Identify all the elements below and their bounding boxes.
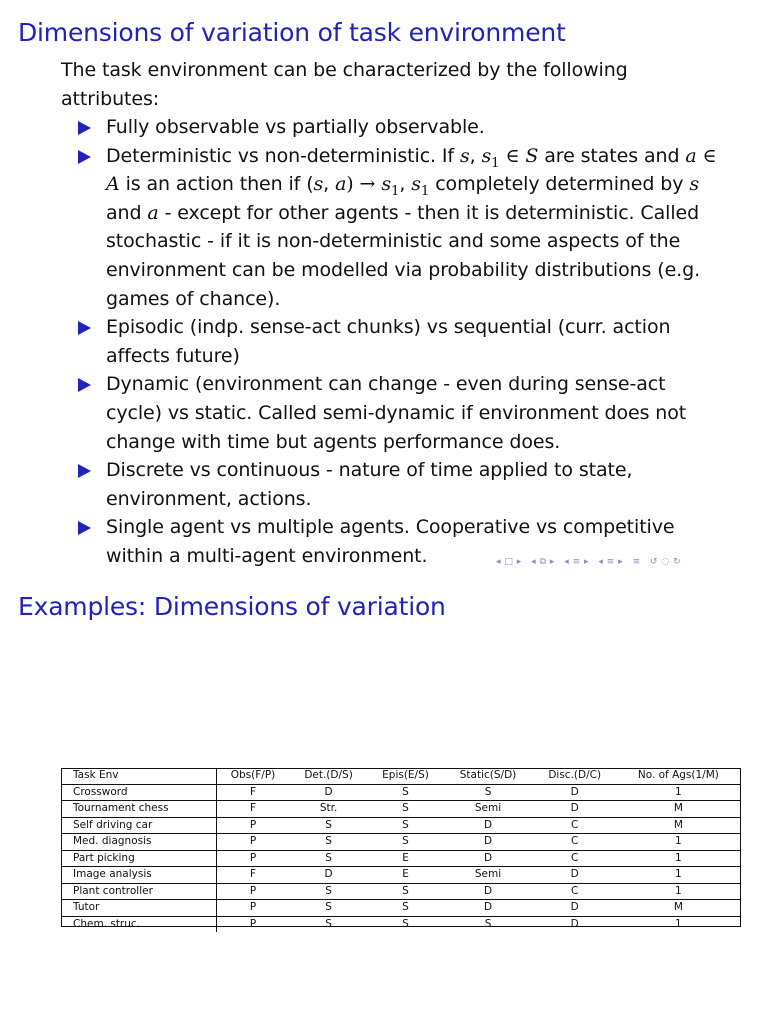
table-row (61, 883, 740, 900)
table-cell: S (368, 834, 444, 851)
bullet-determinism (78, 142, 718, 314)
column-header: Obs(F/P) (216, 768, 289, 784)
table-cell: S (443, 784, 532, 801)
math-subscript: 1 (390, 183, 400, 199)
table-cell: C (533, 850, 617, 867)
table-cell: P (216, 850, 289, 867)
bullet-text: Deterministic vs non-deterministic. If (106, 144, 460, 167)
table-cell: D (443, 817, 532, 834)
nav-align-icon[interactable]: ≡ (632, 557, 641, 567)
beamer-navigation-bar (496, 557, 760, 567)
table-cell: Semi (443, 867, 532, 884)
bullet-observability (78, 113, 718, 142)
bullet-triangle-icon (78, 521, 91, 535)
table-row (61, 784, 740, 801)
table-cell: P (216, 817, 289, 834)
table-cell: S (368, 801, 444, 818)
slide-title: Examples: Dimensions of variation (18, 592, 446, 621)
nav-search-icon[interactable]: ↺ ◌ ↻ (650, 557, 682, 567)
column-header: Det.(D/S) (289, 768, 367, 784)
bullet-dynamic (78, 370, 718, 456)
bullet-text: is an action then if ( (119, 173, 314, 196)
row-label-cell: Crossword (61, 784, 216, 801)
table-cell: 1 (617, 784, 740, 801)
nav-section-icon[interactable]: ◂ ≡ ▸ (564, 557, 590, 567)
table-row (61, 850, 740, 867)
slide-title: Dimensions of variation of task environment (18, 18, 566, 47)
bullet-text: Discrete vs continuous - nature of time applied to state, environment, actions. (106, 459, 633, 510)
nav-frame-icon[interactable]: ◂ ⧉ ▸ (531, 557, 555, 567)
math-symbol: ∈ (499, 144, 526, 167)
table-cell: S (289, 817, 367, 834)
column-header: No. of Ags(1/M) (617, 768, 740, 784)
table-cell: 1 (617, 883, 740, 900)
row-label-cell: Tournament chess (61, 801, 216, 818)
math-var: a (685, 144, 697, 167)
table-cell: D (533, 784, 617, 801)
table-header-row (61, 768, 740, 784)
dimensions-table (61, 768, 740, 932)
bullet-text: - except for other agents - then it is deterministic. Called stochastic - if it is non-deterministic and some aspects of the environment can be modelled via probability distributions (e.g. games of chance). (106, 201, 701, 310)
math-subscript: 1 (491, 155, 500, 171)
row-label-cell: Med. diagnosis (61, 834, 216, 851)
table-cell: D (443, 834, 532, 851)
table-row (61, 801, 740, 818)
table-cell: C (533, 834, 617, 851)
bullet-triangle-icon (78, 321, 91, 335)
bullet-text: and (106, 201, 148, 224)
attribute-list (78, 113, 718, 571)
table-cell: D (289, 867, 367, 884)
table-cell: C (533, 883, 617, 900)
table-cell: P (216, 883, 289, 900)
row-label-cell: Chem. struc. (61, 916, 216, 932)
table-cell: D (443, 850, 532, 867)
table-cell: 1 (675, 917, 682, 930)
column-header: Disc.(D/C) (533, 768, 617, 784)
table-cell: 1 (617, 834, 740, 851)
table-cell: C (533, 817, 617, 834)
bullet-text: are states and (538, 144, 686, 167)
nav-subsection-icon[interactable]: ◂ ≡ ▸ (598, 557, 624, 567)
row-label-cell: Tutor (61, 900, 216, 917)
table-cell: P (216, 834, 289, 851)
bullet-text: Dynamic (environment can change - even during sense-act cycle) vs static. Called semi-dynamic if environment does not change with time but agents performance does. (106, 373, 687, 453)
bullet-text: Fully observable vs partially observable. (106, 116, 485, 138)
table-cell: S (402, 917, 409, 930)
bullet-text: Single agent vs multiple agents. Cooperative vs competitive within a multi-agent environment. (106, 516, 675, 567)
bullet-discrete (78, 456, 718, 513)
math-subscript: 1 (420, 183, 430, 199)
table-cell: Semi (443, 801, 532, 818)
math-var: s (381, 173, 391, 196)
table-cell: D (533, 801, 617, 818)
table-cell: F (216, 801, 289, 818)
bullet-text: , (469, 144, 482, 167)
table-row (61, 916, 740, 932)
table-cell: S (325, 917, 332, 930)
table-cell: P (216, 900, 289, 917)
math-var: s (313, 173, 324, 196)
table-row (61, 900, 740, 917)
table-cell: S (289, 834, 367, 851)
table-row (61, 867, 740, 884)
bullet-text: , (399, 173, 412, 196)
math-var: s (459, 144, 470, 167)
math-var: s (411, 173, 421, 196)
bullet-text: , (323, 173, 336, 196)
column-header: Task Env (61, 768, 216, 784)
table-cell: D (533, 900, 617, 917)
math-symbol: ) → (346, 173, 382, 196)
math-var: S (525, 144, 539, 167)
bullet-triangle-icon (78, 464, 91, 478)
table-cell: S (368, 883, 444, 900)
table-cell: D (289, 784, 367, 801)
table-cell: S (289, 850, 367, 867)
table-row (61, 834, 740, 851)
row-label-cell: Part picking (61, 850, 216, 867)
table-cell: D (570, 917, 579, 930)
math-symbol: ∈ (696, 144, 717, 167)
table-cell: M (617, 801, 740, 818)
table-cell: E (368, 867, 444, 884)
table-cell: S (368, 784, 444, 801)
row-label-cell: Plant controller (61, 883, 216, 900)
table-cell: 1 (617, 867, 740, 884)
math-var: s (689, 173, 700, 196)
nav-slide-icon[interactable]: ◂ □ ▸ (496, 557, 522, 567)
table-cell: M (617, 817, 740, 834)
table-cell: S (368, 900, 444, 917)
table-cell: P (249, 917, 257, 930)
table-row (61, 817, 740, 834)
math-var: a (147, 201, 159, 224)
bullet-episodic (78, 313, 718, 370)
bullet-text: completely determined by (429, 173, 690, 196)
table-cell: F (216, 867, 289, 884)
table-cell: M (617, 900, 740, 917)
table-cell: S (368, 817, 444, 834)
bullet-triangle-icon (78, 121, 91, 135)
row-label-cell: Image analysis (61, 867, 216, 884)
column-header: Static(S/D) (443, 768, 532, 784)
table-cell: S (484, 917, 492, 930)
math-var: A (106, 173, 120, 196)
table-cell: S (289, 883, 367, 900)
table-cell: E (368, 850, 444, 867)
bullet-triangle-icon (78, 150, 91, 164)
table-cell: S (289, 900, 367, 917)
table-cell: 1 (617, 850, 740, 867)
table-cell: D (533, 867, 617, 884)
table-body (61, 784, 740, 932)
bullet-text: Episodic (indp. sense-act chunks) vs sequential (curr. action affects future) (106, 316, 671, 367)
table-cell: F (216, 784, 289, 801)
table-cell: Str. (289, 801, 367, 818)
table-cell: D (443, 900, 532, 917)
column-header: Epis(E/S) (368, 768, 444, 784)
table-cell: D (443, 883, 532, 900)
intro-text: The task environment can be characterized by the following attributes: (61, 59, 628, 110)
math-var: a (335, 173, 347, 196)
math-var: s (481, 144, 492, 167)
bullet-triangle-icon (78, 378, 91, 392)
row-label-cell: Self driving car (61, 817, 216, 834)
